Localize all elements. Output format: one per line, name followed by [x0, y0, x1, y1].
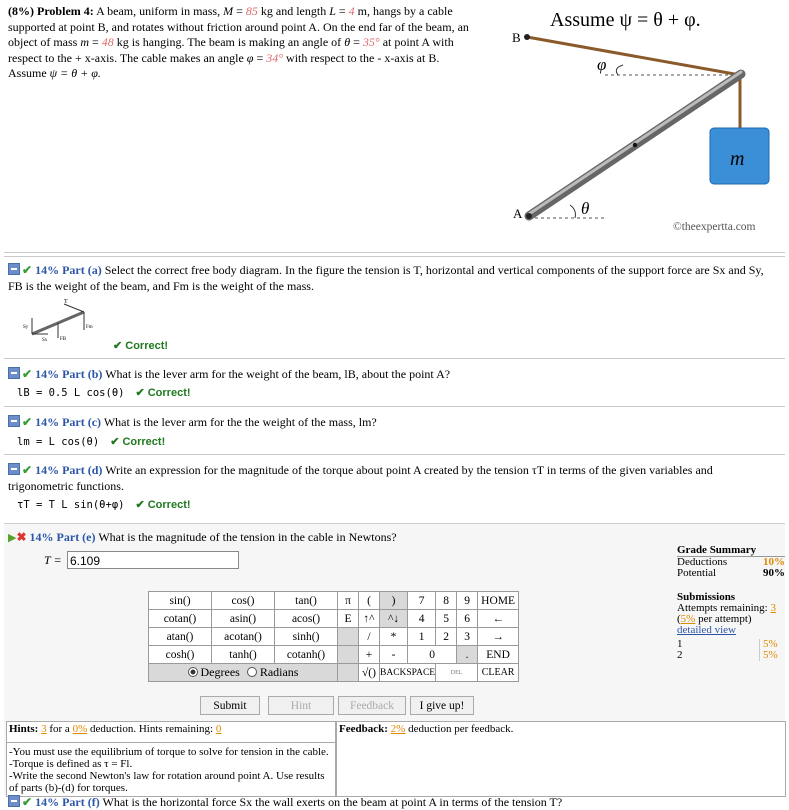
submit-button[interactable]: Submit — [200, 696, 260, 715]
problem-text: at point A with respect to the + x-axis. The cable makes an angle — [8, 35, 454, 65]
play-icon[interactable]: ▶ — [8, 532, 17, 544]
hint-item: -Torque is defined as τ = Fl. — [9, 758, 133, 770]
key-tan[interactable]: tan() — [275, 592, 338, 610]
collapse-icon[interactable] — [8, 367, 20, 379]
part-b-label: 14% Part (b) — [35, 367, 103, 381]
key-tanh[interactable]: tanh() — [212, 646, 275, 664]
key-up-power[interactable]: ↑^ — [359, 610, 380, 628]
key-8[interactable]: 8 — [436, 592, 457, 610]
key-minus[interactable]: - — [380, 646, 408, 664]
problem-heading: (8%) Problem 4: — [8, 4, 94, 18]
key-blank — [338, 664, 359, 682]
key-multiply[interactable]: * — [380, 628, 408, 646]
per-attempt-pct: 5% — [680, 613, 696, 625]
check-icon: ✔ — [22, 415, 33, 429]
problem-text: A beam, uniform in mass, — [96, 4, 224, 18]
eq-sign: = — [233, 4, 246, 18]
hints-remaining: 0 — [215, 723, 222, 735]
key-7[interactable]: 7 — [408, 592, 436, 610]
point-a — [526, 213, 532, 219]
key-cotanh[interactable]: cotanh() — [275, 646, 338, 664]
divider — [4, 406, 785, 407]
submission-num: 1 — [677, 638, 683, 650]
radians-radio[interactable] — [247, 667, 257, 677]
hint-item: -Write the second Newton's law for rotation around point A. Use results of parts (b)-(d) for torques. — [9, 770, 325, 794]
part-c-text: What is the lever arm for the the weight of the mass, lm? — [103, 415, 377, 429]
part-f-label: 14% Part (f) — [35, 795, 100, 809]
calculator-keypad — [148, 591, 519, 682]
figure-assume-label: Assume ψ = θ + φ. — [550, 9, 701, 31]
part-b-answer-row — [17, 385, 191, 400]
fbd-tension-arrow — [64, 304, 84, 312]
problem-figure — [505, 2, 785, 240]
part-d-label: 14% Part (d) — [35, 463, 103, 477]
problem-text: with respect to the - x-axis at B. Assume — [8, 50, 440, 80]
key-cos[interactable]: cos() — [212, 592, 275, 610]
object-mass-value: 48 — [101, 35, 114, 49]
key-cosh[interactable]: cosh() — [149, 646, 212, 664]
check-icon: ✔ — [22, 367, 33, 381]
point-b — [524, 34, 530, 40]
part-c — [8, 414, 778, 430]
label-m: m — [730, 148, 745, 170]
tension-input-label: T = — [44, 553, 62, 567]
theta-arc — [570, 205, 575, 218]
grade-summary-title: Grade Summary — [677, 545, 785, 557]
part-c-answer-row — [17, 434, 165, 449]
mass-value: 85 — [245, 4, 258, 18]
key-backspace[interactable]: BACKSPACE — [380, 664, 436, 682]
var-M: M — [223, 4, 234, 18]
part-d-text: Write an expression for the magnitude of the torque about point A created by the tension τT in terms of the given variables and trigonometric functions. — [8, 463, 713, 493]
eq-sign: = — [335, 4, 349, 18]
per-attempt-text: per attempt) — [695, 613, 752, 625]
part-c-status: ✔ Correct! — [110, 436, 166, 448]
key-6[interactable]: 6 — [457, 610, 478, 628]
degrees-label: Degrees — [200, 665, 240, 679]
submission-deduction: 5% — [759, 650, 785, 661]
part-a — [8, 262, 778, 294]
potential-value: 90% — [763, 567, 785, 579]
submissions-title: Submissions — [677, 591, 736, 603]
problem-statement — [8, 4, 478, 82]
label-b: B — [512, 30, 521, 45]
key-sqrt[interactable]: √() — [359, 664, 380, 682]
watermark: ©theexpertta.com — [673, 221, 756, 233]
part-f-text: What is the horizontal force Sx the wall exerts on the beam at point A in terms of the tension T? — [102, 795, 563, 809]
divider — [4, 358, 785, 359]
key-del[interactable]: DEL — [436, 664, 478, 682]
key-4[interactable]: 4 — [408, 610, 436, 628]
potential-label: Potential — [677, 567, 717, 579]
fbd-label-fm: Fm — [86, 325, 93, 330]
hints-label: Hints: — [9, 723, 39, 735]
key-cotan[interactable]: cotan() — [149, 610, 212, 628]
hints-text: deduction. Hints remaining: — [87, 723, 216, 735]
hints-panel — [6, 721, 336, 797]
fbd-label-sy: Sy — [23, 325, 29, 330]
theta-value: 35° — [362, 35, 380, 49]
var-m: m — [80, 35, 89, 49]
var-theta: θ — [344, 35, 351, 49]
feedback-label: Feedback: — [339, 723, 388, 735]
fbd-label-fb: FB — [60, 337, 67, 342]
label-phi: φ — [597, 55, 607, 74]
deductions-value: 10% — [763, 556, 785, 568]
key-clear[interactable]: CLEAR — [478, 664, 519, 682]
part-a-label: 14% Part (a) — [35, 263, 102, 277]
submission-num: 2 — [677, 649, 683, 661]
key-home[interactable]: HOME — [478, 592, 519, 610]
key-0[interactable]: 0 — [408, 646, 457, 664]
x-icon: ✖ — [16, 530, 27, 544]
part-e — [8, 529, 778, 546]
radians-label: Radians — [259, 665, 299, 679]
part-d-answer: τT = T L sin(θ+φ) — [17, 499, 125, 511]
part-c-answer: lm = L cos(θ) — [17, 436, 100, 448]
part-a-status: ✔ Correct! — [113, 340, 169, 352]
var-phi: φ — [246, 50, 254, 65]
key-close-paren[interactable]: ) — [380, 592, 408, 610]
deductions-label: Deductions — [677, 556, 728, 568]
key-acotan[interactable]: acotan() — [212, 628, 275, 646]
angle-mode-row — [149, 664, 338, 682]
part-e-text: What is the magnitude of the tension in the cable in Newtons? — [98, 530, 397, 544]
tension-input[interactable]: 6.109 — [67, 551, 239, 569]
problem-text: kg is hanging. The beam is making an angle of — [113, 35, 345, 49]
feedback-text: deduction per feedback. — [405, 723, 514, 735]
key-sin[interactable]: sin() — [149, 592, 212, 610]
collapse-icon[interactable] — [8, 263, 20, 275]
hint-button[interactable]: Hint — [268, 696, 334, 715]
key-right-arrow[interactable]: → — [478, 628, 519, 646]
fbd-label-t: T — [64, 299, 68, 305]
assume-inline: ψ = θ + φ. — [49, 66, 101, 80]
hint-pct: 0% — [72, 723, 88, 735]
collapse-icon[interactable] — [8, 463, 20, 475]
feedback-pct: 2% — [390, 723, 406, 735]
part-e-label: 14% Part (e) — [29, 530, 96, 544]
key-2[interactable]: 2 — [436, 628, 457, 646]
check-icon: ✔ — [22, 263, 33, 277]
detailed-view-link[interactable]: detailed view — [677, 624, 736, 636]
key-9[interactable]: 9 — [457, 592, 478, 610]
key-3[interactable]: 3 — [457, 628, 478, 646]
problem-text: kg and length — [257, 4, 330, 18]
key-asin[interactable]: asin() — [212, 610, 275, 628]
label-a: A — [513, 206, 523, 221]
collapse-icon[interactable] — [8, 795, 20, 807]
cable — [527, 37, 740, 75]
key-plus[interactable]: + — [359, 646, 380, 664]
attempts-label: Attempts remaining: — [677, 602, 768, 614]
grade-summary — [677, 545, 785, 579]
label-theta: θ — [581, 199, 590, 218]
key-1[interactable]: 1 — [408, 628, 436, 646]
divider — [4, 252, 785, 253]
part-d-answer-row — [17, 497, 191, 512]
submissions-panel: Submissions Attempts remaining: 3 (5% per attempt) detailed view 1 5% 2 5% — [677, 592, 785, 661]
part-c-label: 14% Part (c) — [35, 415, 102, 429]
beam-center — [633, 143, 637, 147]
part-f — [8, 794, 778, 810]
give-up-button[interactable]: I give up! — [410, 696, 474, 715]
divider — [4, 454, 785, 455]
key-open-paren[interactable]: ( — [359, 592, 380, 610]
key-left-arrow[interactable]: ← — [478, 610, 519, 628]
key-acos[interactable]: acos() — [275, 610, 338, 628]
eq-sign: = — [350, 35, 363, 49]
key-blank — [338, 646, 359, 664]
part-d — [8, 462, 778, 494]
fbd-label-sx: Sx — [42, 338, 48, 342]
attempts-remaining: 3 — [770, 602, 776, 614]
free-body-diagram[interactable] — [22, 296, 102, 342]
key-divide[interactable]: / — [359, 628, 380, 646]
key-down-power[interactable]: ^↓ — [380, 610, 408, 628]
part-b — [8, 366, 778, 382]
key-pi[interactable]: π — [338, 592, 359, 610]
check-icon: ✔ — [22, 463, 33, 477]
divider — [4, 256, 785, 257]
key-end[interactable]: END — [478, 646, 519, 664]
length-value: 4 — [348, 4, 355, 18]
check-icon: ✔ — [22, 795, 33, 809]
key-atan[interactable]: atan() — [149, 628, 212, 646]
problem-text: m, hangs by a cable supported at point B, and rotates without friction around point A. On the end far of the beam, an object of mass — [8, 4, 469, 49]
part-d-status: ✔ Correct! — [135, 499, 191, 511]
degrees-radio[interactable] — [188, 667, 198, 677]
key-blank — [338, 628, 359, 646]
hint-count: 3 — [41, 723, 47, 735]
feedback-button[interactable]: Feedback — [338, 696, 406, 715]
collapse-icon[interactable] — [8, 415, 20, 427]
var-L: L — [329, 4, 336, 18]
key-e[interactable]: E — [338, 610, 359, 628]
feedback-panel — [336, 721, 786, 797]
hint-item: -You must use the equilibrium of torque to solve for tension in the cable. — [9, 746, 329, 758]
part-a-text: Select the correct free body diagram. In the figure the tension is T, horizontal and vertical components of the support force are Sx and Sy, FB is the weight of the beam, and Fm is the weight of the mass. — [8, 263, 764, 293]
eq-sign: = — [89, 35, 102, 49]
key-sinh[interactable]: sinh() — [275, 628, 338, 646]
phi-value: 34° — [266, 50, 284, 65]
part-b-answer: lB = 0.5 L cos(θ) — [17, 387, 125, 399]
key-dot[interactable]: . — [457, 646, 478, 664]
hints-text: for a — [46, 723, 73, 735]
submission-deduction: 5% — [759, 639, 785, 650]
eq-sign: = — [253, 50, 267, 65]
phi-arc — [616, 65, 623, 75]
key-5[interactable]: 5 — [436, 610, 457, 628]
part-b-status: ✔ Correct! — [135, 387, 191, 399]
part-b-text: What is the lever arm for the weight of the beam, lB, about the point A? — [105, 367, 451, 381]
